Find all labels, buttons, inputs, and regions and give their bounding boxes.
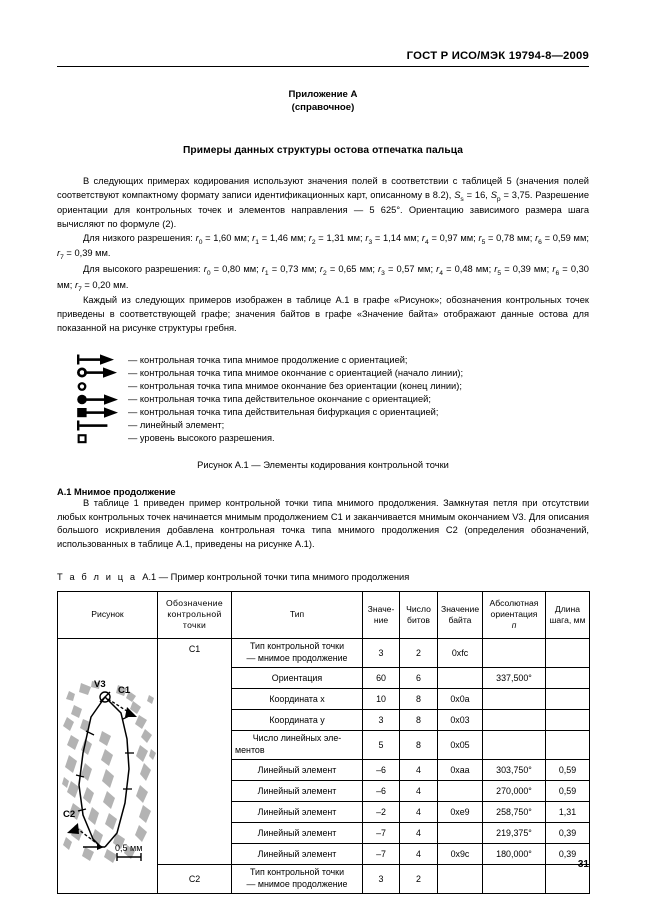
pitch-value: = 0,39 мм; [501,263,553,274]
pitch-value: = 0,20 мм. [81,279,129,290]
pitch-symbol: r [195,232,199,243]
row-bits: 8 [400,709,438,730]
row-orientation [483,688,546,709]
row-bits: 2 [400,864,438,893]
low-resolution-label: Для низкого разрешения: [83,232,196,243]
column-header-absolute-orientation [483,591,546,638]
annex-subtitle: (справочное) [291,101,355,113]
symbol-sp-subscript: p [496,195,501,203]
row-type-line1: Координата y [269,714,325,725]
row-type-line1: Число линейных эле- [252,733,342,744]
row-bits: 4 [400,843,438,864]
row-step: 0,39 [546,822,590,843]
row-bits: 8 [400,730,438,759]
ridge-fragments [62,678,156,863]
paragraph-low-resolution [57,232,589,263]
minutia-designation-c2: C2 [158,864,232,893]
page-title: Примеры данных структуры остова отпечатка пальца [183,144,463,156]
legend-item-label: — контрольная точка типа мнимое продолжение с ориентацией; [128,354,408,365]
tick-arrow-icon [76,353,128,366]
pitch-symbol-subscript: 4 [439,269,443,277]
row-value: –7 [363,843,400,864]
row-value: –7 [363,822,400,843]
row-byte: 0x0a [438,688,483,709]
column-header-minutia-designation: Обозначение контрольной точки [158,591,232,638]
legend-item-label: — контрольная точка типа мнимое окончание с ориентацией (начало линии); [128,367,464,378]
table-row [58,638,590,667]
row-type [232,864,363,893]
pitch-value: = 0,65 мм; [326,263,379,274]
page-content [57,0,589,894]
pitch-value: = 0,73 мм; [268,263,320,274]
pitch-symbol: r [308,232,312,243]
row-byte: 0x03 [438,709,483,730]
pitch-value: = 0,59 мм; [541,232,589,243]
pitch-symbol: r [378,263,382,274]
pitch-symbol: r [478,232,482,243]
pitch-symbol-subscript: 5 [497,269,502,277]
row-orientation: 219,375° [483,822,546,843]
symbol-sp: S [490,189,497,200]
paragraph-intro-part-b: = 16, [463,189,491,200]
column-header-byte-value: Значение байта [438,591,483,638]
pitch-value: = 0,80 мм; [210,263,262,274]
legend-item [76,406,589,419]
table-caption [57,572,589,582]
row-bits: 2 [400,638,438,667]
pitch-symbol-subscript: 6 [538,238,542,246]
row-orientation [483,864,546,893]
pitch-value: = 1,46 мм; [259,232,309,243]
minutia-designation-c1: C1 [158,638,232,864]
row-step: 1,31 [546,801,590,822]
pitch-symbol-subscript: 0 [198,238,203,246]
pitch-symbol-subscript: 1 [264,269,269,277]
pitch-symbol-subscript: 7 [78,285,82,293]
legend-item [76,393,589,406]
pitch-value: = 1,60 мм; [202,232,253,243]
row-byte [438,864,483,893]
subsection-paragraph: В таблице 1 приведен пример контрольной точки типа мнимого продолжения. Замкнутая петля при отсутствии любых контрольных точек начинается мнимым продолжением C1 и заканчивается мнимым окончанием V3. Для описания большого искривления добавлена контрольная точка типа мнимого продолжения C2 (определения обозначений, использованных в таблице А.1, приведены на рисунке А.1). [57,497,589,549]
row-orientation [483,709,546,730]
pitch-value: = 0,30 мм; [57,263,589,290]
row-value: –6 [363,780,400,801]
row-type: Линейный элемент [232,822,363,843]
pitch-value: = 0,48 мм; [442,263,495,274]
column-header-bit-count: Число битов [400,591,438,638]
pitch-symbol-subscript: 4 [425,238,429,246]
row-type: Линейный элемент [232,780,363,801]
table-caption-text: А.1 — Пример контрольной точки типа мнимого продолжения [142,571,410,582]
row-type-line1: Тип контрольной точки [249,641,345,652]
row-type [232,709,363,730]
pitch-value: = 0,97 мм; [428,232,479,243]
high-resolution-label: Для высокого разрешения: [83,263,204,274]
document-header [57,0,589,62]
row-type-line2: — мнимое продолжение [246,652,348,663]
row-step [546,667,590,688]
filled-square-arrow-icon [76,406,128,419]
column-header-step-length: Длина шага, мм [546,591,590,638]
column-header-type: Тип [232,591,363,638]
figure-caption: Рисунок А.1 — Элементы кодирования контрольной точки [197,459,449,470]
open-square-icon [76,432,128,445]
pitch-symbol: r [261,263,265,274]
row-type-line1: Тип контрольной точки [249,867,345,878]
row-type: Линейный элемент [232,759,363,780]
row-byte [438,780,483,801]
row-bits: 4 [400,759,438,780]
legend-item-label: — контрольная точка типа действительное окончание с ориентацией; [128,394,431,405]
open-circle-arrow-icon [76,366,128,379]
legend-item [76,380,589,393]
table-caption-prefix: Т а б л и ц а [57,571,138,582]
row-step: 0,59 [546,780,590,801]
row-byte [438,667,483,688]
row-bits: 4 [400,822,438,843]
marker-v3 [100,692,110,702]
row-type [232,730,363,759]
row-step [546,688,590,709]
paragraph-intro-part-c: = 3,75. Разрешение ориентации для контрольных точек и элементов направления — 5 625°. Ориентацию зависимого размера шага вычисляют по формуле (2). [57,189,590,229]
legend-item-label: — контрольная точка типа действительная бифуркация с ориентацией; [128,407,439,418]
pitch-value: = 1,31 мм; [315,232,366,243]
row-type: Линейный элемент [232,801,363,822]
pitch-symbol: r [319,263,324,274]
pitch-symbol-subscript: 0 [206,269,211,277]
legend-item [76,419,589,432]
row-orientation: 180,000° [483,843,546,864]
pitch-symbol: r [74,279,79,290]
pitch-symbol-subscript: 6 [555,269,560,277]
annex-title-block [57,89,589,115]
standard-identifier: ГОСТ Р ИСО/МЭК 19794-8—2009 [406,50,589,62]
row-type: Линейный элемент [232,843,363,864]
row-bits: 6 [400,667,438,688]
tick-line-icon [76,419,128,432]
row-byte: 0xe9 [438,801,483,822]
paragraph-examples-note: Каждый из следующих примеров изображен в таблице А.1 в графе «Рисунок»; обозначения контрольных точек приведены в соответствующей графе; значения байтов в графе «Значение байта» отображают данные остова для показанной на рисунке структуры гребня. [57,295,589,333]
row-byte: 0x05 [438,730,483,759]
pitch-value: = 1,14 мм; [372,232,422,243]
row-type [232,688,363,709]
open-circle-icon [76,380,128,393]
symbol-ss-subscript: s [460,195,464,203]
row-byte: 0x9c [438,843,483,864]
pitch-symbol-subscript: 2 [311,238,316,246]
row-orientation [483,730,546,759]
row-orientation [483,638,546,667]
column-header-value: Значе-ние [363,591,400,638]
pitch-symbol-subscript: 3 [381,269,385,277]
paragraph-intro-part-a: В следующих примерах кодирования используют значения полей в соответствии с таблицей 5 (значения полей соответствуют компактному формату записи идентификационных карт, описанному в 8.2), [57,175,589,200]
pitch-symbol: r [421,232,426,243]
row-step: 0,39 [546,843,590,864]
scale-bar-label: 0,5 мм [115,842,143,853]
row-step: 0,59 [546,759,590,780]
row-step [546,638,590,667]
row-byte: 0xaa [438,759,483,780]
paragraph-high-resolution [57,263,589,294]
fingerprint-image [61,657,161,875]
row-bits: 4 [400,801,438,822]
row-value: 10 [363,688,400,709]
header-divider [57,66,589,67]
row-type: Ориентация [232,667,363,688]
symbol-ss: S [454,189,461,200]
fingerprint-skeleton-figure [58,638,158,893]
legend-item-label: — линейный элемент; [128,420,225,431]
row-step [546,730,590,759]
legend-item [76,353,589,366]
row-type-line1: Координата x [269,693,325,704]
row-bits: 8 [400,688,438,709]
pitch-symbol-subscript: 7 [60,254,64,262]
table-header-row [58,591,590,638]
row-orientation: 303,750° [483,759,546,780]
row-value: –2 [363,801,400,822]
legend-item-label: — контрольная точка типа мнимое окончание без ориентации (конец линии); [128,380,462,391]
row-orientation: 270,000° [483,780,546,801]
pitch-symbol: r [494,263,498,274]
pitch-value: = 0,39 мм. [63,248,111,259]
pitch-value: = 0,57 мм; [384,263,437,274]
pitch-symbol: r [57,248,61,259]
pitch-symbol: r [203,263,207,274]
row-value: 3 [363,638,400,667]
annex-title: Приложение А [288,89,358,100]
row-type-line2: ментов [235,744,265,755]
subsection-heading: А.1 Мнимое продолжение [57,486,176,497]
column-header-orientation-symbol: п [511,620,517,631]
row-orientation: 258,750° [483,801,546,822]
legend-item [76,366,589,379]
marker-c1-label: C1 [118,684,131,696]
row-byte: 0xfc [438,638,483,667]
minutia-data-table [57,591,590,894]
row-bits: 4 [400,780,438,801]
pitch-symbol-subscript: 2 [323,269,327,277]
row-value: 60 [363,667,400,688]
legend-item-label: — уровень высокого разрешения. [128,433,275,444]
column-header-picture: Рисунок [58,591,158,638]
pitch-symbol: r [535,232,539,243]
row-value: –6 [363,759,400,780]
scale-bar [115,843,142,861]
row-type [232,638,363,667]
pitch-symbol: r [365,232,369,243]
row-byte [438,822,483,843]
row-step [546,709,590,730]
pitch-symbol: r [436,263,440,274]
row-type-line2: — мнимое продолжение [246,878,348,889]
pitch-symbol-subscript: 3 [368,238,373,246]
row-value: 5 [363,730,400,759]
table-body [58,638,590,893]
row-value: 3 [363,864,400,893]
legend-item [76,432,589,445]
pitch-symbol-subscript: 5 [481,238,486,246]
legend-list [76,353,589,445]
filled-circle-arrow-icon [76,393,128,406]
marker-c2-label: C2 [63,808,76,820]
pitch-symbol: r [252,232,256,243]
pitch-value: = 0,78 мм; [485,232,536,243]
row-orientation: 337,500° [483,667,546,688]
marker-v3-label: V3 [94,678,106,690]
row-value: 3 [363,709,400,730]
column-header-absolute-orientation-label: Абсолютная ориентация [489,598,539,620]
pitch-symbol-subscript: 1 [255,238,260,246]
paragraph-intro [57,175,589,232]
page-number: 31 [577,859,589,870]
pitch-symbol: r [552,263,556,274]
